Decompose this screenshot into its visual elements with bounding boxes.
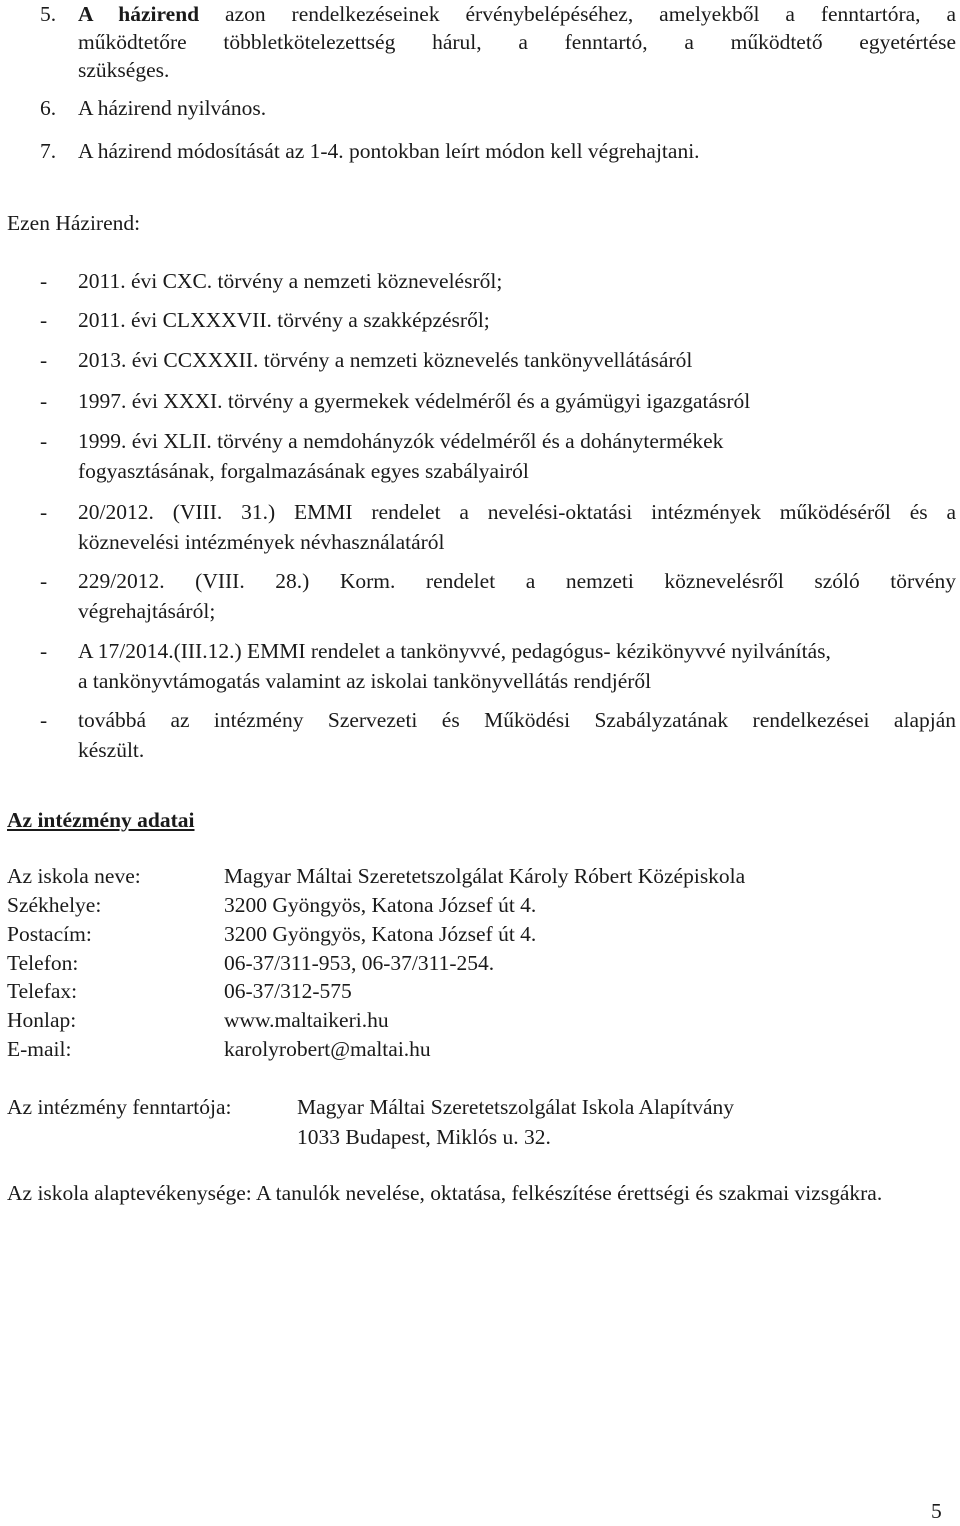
list-item-line: 2013. évi CCXXXII. törvény a nemzeti köznevelés tankönyvellátásáról [78, 348, 693, 372]
list-item [40, 426, 956, 486]
list-item-line: 1997. évi XXXI. törvény a gyermekek védelméről és a gyámügyi igazgatásról [78, 389, 751, 413]
info-label: Telefon: [7, 951, 79, 975]
info-label: Honlap: [7, 1008, 77, 1032]
list-item-line [78, 0, 956, 28]
dash-bullet: - [40, 500, 48, 524]
list-number: 5. [40, 2, 57, 26]
dash-bullet: - [40, 389, 48, 413]
dash-bullet: - [40, 639, 48, 663]
info-label: E-mail: [7, 1037, 72, 1061]
info-label: Telefax: [7, 979, 78, 1003]
info-value: www.maltaikeri.hu [224, 1008, 389, 1032]
list-item [40, 636, 956, 696]
list-item-7 [40, 137, 956, 165]
list-item-line: 1999. évi XLII. törvény a nemdohányzók védelméről és a dohánytermékek [78, 429, 724, 453]
list-item [40, 566, 956, 626]
section-title: Az intézmény adatai [7, 808, 195, 832]
info-value: 3200 Gyöngyös, Katona József út 4. [224, 922, 537, 946]
list-item-line: 2011. évi CLXXXVII. törvény a szakképzésről; [78, 308, 490, 332]
info-label: Postacím: [7, 922, 92, 946]
list-item-line: 20/2012. (VIII. 31.) EMMI rendelet a nevelési-oktatási intézmények működéséről és a [78, 500, 956, 524]
info-value: karolyrobert@maltai.hu [224, 1037, 431, 1061]
info-value: 06-37/312-575 [224, 979, 352, 1003]
list-item [40, 266, 956, 296]
info-label: Székhelye: [7, 893, 102, 917]
list-item-line: 229/2012. (VIII. 28.) Korm. rendelet a nemzeti köznevelésről szóló törvény [78, 569, 956, 593]
list-item [40, 305, 956, 335]
list-item [40, 705, 956, 765]
dash-bullet: - [40, 308, 48, 332]
funder-label: Az intézmény fenntartója: [7, 1095, 232, 1119]
list-item [40, 497, 956, 557]
list-item-line: a tankönyvtámogatás valamint az iskolai tankönyvellátás rendjéről [78, 669, 652, 693]
dash-bullet: - [40, 269, 48, 293]
page-number: 5 [931, 1499, 942, 1523]
list-item-text: A házirend módosítását az 1-4. pontokban leírt módon kell végrehajtani. [78, 139, 700, 163]
list-item-line: köznevelési intézmények névhasználatáról [78, 530, 445, 554]
list-item-line: működtetőre többletkötelezettség hárul, a fenntartó, a működtető egyetértése [78, 30, 956, 54]
list-item-6 [40, 94, 956, 122]
list-item [40, 345, 956, 375]
list-item-line: végrehajtásáról; [78, 599, 216, 623]
funder-name: Magyar Máltai Szeretetszolgálat Iskola Alapítvány [297, 1095, 735, 1119]
dash-bullet: - [40, 429, 48, 453]
list-item-line: szükséges. [78, 58, 170, 82]
activity-text: Az iskola alaptevékenysége: A tanulók nevelése, oktatása, felkészítése érettségi és szakmai vizsgákra. [7, 1181, 883, 1205]
list-item-text: A házirend nyilvános. [78, 96, 267, 120]
bold-lead: A házirend [78, 2, 200, 26]
list-item-text: azon rendelkezéseinek érvénybelépéséhez, amelyekből a fenntartóra, a [199, 2, 956, 26]
funder-address: 1033 Budapest, Miklós u. 32. [297, 1125, 551, 1149]
list-item-5 [40, 0, 956, 84]
dash-bullet: - [40, 569, 48, 593]
list-item-line: 2011. évi CXC. törvény a nemzeti köznevelésről; [78, 269, 503, 293]
list-item-line: készült. [78, 738, 145, 762]
dash-bullet: - [40, 708, 48, 732]
list-number: 7. [40, 139, 57, 163]
list-item-line: A 17/2014.(III.12.) EMMI rendelet a tankönyvvé, pedagógus- kézikönyvvé nyilvánítás, [78, 639, 831, 663]
dash-bullet: - [40, 348, 48, 372]
info-label: Az iskola neve: [7, 864, 141, 888]
info-value: 06-37/311-953, 06-37/311-254. [224, 951, 495, 975]
info-value: 3200 Gyöngyös, Katona József út 4. [224, 893, 537, 917]
list-number: 6. [40, 96, 57, 120]
intro-text: Ezen Házirend: [7, 211, 141, 235]
list-item-line: fogyasztásának, forgalmazásának egyes szabályairól [78, 459, 529, 483]
info-value: Magyar Máltai Szeretetszolgálat Károly Róbert Középiskola [224, 864, 746, 888]
list-item [40, 386, 956, 416]
list-item-line: továbbá az intézmény Szervezeti és Működési Szabályzatának rendelkezései alapján [78, 708, 956, 732]
